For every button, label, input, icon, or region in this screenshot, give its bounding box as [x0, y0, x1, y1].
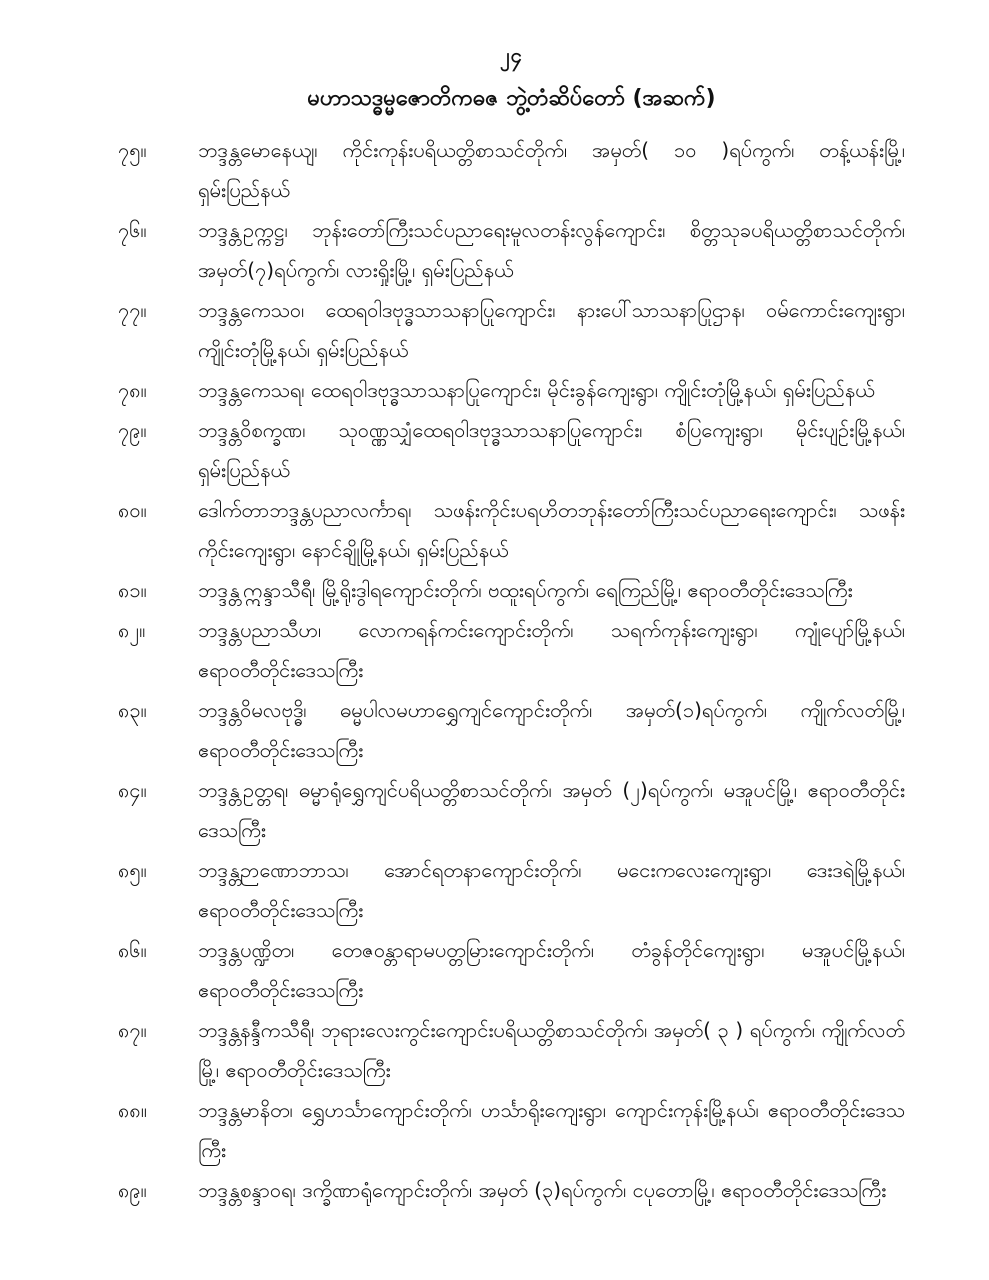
item-number: ၈၈။ — [118, 1098, 147, 1122]
page-title: မဟာသဒ္ဓမ္မဇောတိကဓဇ ဘွဲ့တံဆိပ်တော် (အဆက်) — [307, 86, 716, 111]
item-number: ၈၆။ — [118, 938, 147, 962]
item-text: ဘဒ္ဒန္တစန္ဒာဝရ၊ ဒက္ခိဏာရုံကျောင်းတိုက်၊ အမှတ် (၃)ရပ်ကွက်၊ ငပုတောမြို့၊ ဧရာဝတီတိုင်းဒေသကြီး — [198, 1178, 887, 1202]
item-number: ၇၇။ — [118, 298, 147, 322]
item-text: ဘဒ္ဒန္တဝိမလဗုဒ္ဓိ၊ ဓမ္မပါလမဟာရွှေကျင်ကျောင်းတိုက်၊ အမှတ်(၁)ရပ်ကွက်၊ ကျိုက်လတ်မြို့၊ ဧရာဝတီတိုင်းဒေသကြီး — [198, 698, 905, 762]
item-text: ဘဒ္ဒန္တဥက္ကဋ္ဌ၊ ဘုန်းတော်ကြီးသင်ပညာရေးမူလတန်းလွန်ကျောင်း၊ စိတ္တသုခပရိယတ္တိစာသင်တိုက်၊ အမှတ်(၇)ရပ်ကွက်၊ လားရှိုးမြို့၊ ရှမ်းပြည်နယ် — [198, 218, 905, 282]
item-text: ဒေါက်တာဘဒ္ဒန္တပညာလင်္ကာရ၊ သဖန်းကိုင်းပရဟိတဘုန်းတော်ကြီးသင်ပညာရေးကျောင်း၊ သဖန်းကိုင်းကျေးရွာ၊ နောင်ချိုမြို့နယ်၊ ရှမ်းပြည်နယ် — [198, 498, 905, 562]
item-number: ၇၉။ — [118, 418, 147, 442]
item-number: ၇၈။ — [118, 378, 147, 402]
item-text: ဘဒ္ဒန္တဥတ္တရ၊ ဓမ္မာရုံရွှေကျင်ပရိယတ္တိစာသင်တိုက်၊ အမှတ် (၂)ရပ်ကွက်၊ မအူပင်မြို့၊ ဧရာဝတီတိုင်းဒေသကြီး — [198, 778, 905, 842]
item-number: ၇၆။ — [118, 218, 147, 242]
item-text: ဘဒ္ဒန္တကေသရ၊ ထေရဝါဒဗုဒ္ဓသာသနာပြုကျောင်း၊ မိုင်းခွန်ကျေးရွာ၊ ကျိုင်းတုံမြို့နယ်၊ ရှမ်းပြည်နယ် — [198, 378, 875, 402]
list-item — [118, 1170, 905, 1210]
item-number: ၈၄။ — [118, 778, 147, 802]
list-item — [118, 130, 905, 210]
item-number: ၈၁။ — [118, 578, 147, 602]
item-number: ၈၃။ — [118, 698, 147, 722]
list-item — [118, 850, 905, 930]
list-item — [118, 930, 905, 1010]
item-text: ဘဒ္ဒန္တဉာဏောဘာသ၊ အောင်ရတနာကျောင်းတိုက်၊ မငေးကလေးကျေးရွာ၊ ဒေးဒရဲမြို့နယ်၊ ဧရာဝတီတိုင်းဒေသကြီး — [198, 858, 905, 922]
item-text: ဘဒ္ဒန္တကေသဝ၊ ထေရဝါဒဗုဒ္ဓသာသနာပြုကျောင်း၊ နားပေါ်သာသနာပြုဌာန၊ ဝမ်ကောင်းကျေးရွာ၊ ကျိုင်းတုံမြို့နယ်၊ ရှမ်းပြည်နယ် — [198, 298, 905, 362]
list-item — [118, 690, 905, 770]
item-number: ၈၉။ — [118, 1178, 147, 1202]
list-item — [118, 410, 905, 490]
item-text: ဘဒ္ဒန္တဝိစက္ခဏ၊ သုဝဏ္ဏသျှံထေရဝါဒဗုဒ္ဓသာသနာပြုကျောင်း၊ စံပြကျေးရွာ၊ မိုင်းပျဉ်းမြို့နယ်၊ ရှမ်းပြည်နယ် — [198, 418, 905, 482]
list-item — [118, 570, 905, 610]
list-item — [118, 490, 905, 570]
item-number: ၈၂။ — [118, 618, 146, 642]
list-item — [118, 1090, 905, 1170]
item-number: ၈၇။ — [118, 1018, 147, 1042]
item-text: ဘဒ္ဒန္တနန္ဒီကသီရီ၊ ဘုရားလေးကွင်းကျောင်းပရိယတ္တိစာသင်တိုက်၊ အမှတ်( ၃ ) ရပ်ကွက်၊ ကျိုက်လတ်မြို့၊ ဧရာဝတီတိုင်းဒေသကြီး — [198, 1018, 905, 1082]
list-item — [118, 1010, 905, 1090]
item-text: ဘဒ္ဒန္တပဏ္ဍိတ၊ တေဇဝန္တာရာမပတ္တမြားကျောင်းတိုက်၊ တံခွန်တိုင်ကျေးရွာ၊ မအူပင်မြို့နယ်၊ ဧရာဝတီတိုင်းဒေသကြီး — [198, 938, 905, 1002]
page-number: ၂၄ — [499, 43, 524, 67]
list-item — [118, 290, 905, 370]
award-list — [118, 130, 905, 1210]
item-number: ၇၅။ — [118, 138, 147, 162]
list-item — [118, 210, 905, 290]
item-text: ဘဒ္ဒန္တဣန္ဒာသီရီ၊ မြို့ရိုးဒွါရကျောင်းတိုက်၊ ဗထူးရပ်ကွက်၊ ရေကြည်မြို့၊ ဧရာဝတီတိုင်းဒေသကြီး — [198, 578, 853, 602]
list-item — [118, 370, 905, 410]
item-text: ဘဒ္ဒန္တမာနိတ၊ ရွှေဟင်္သာကျောင်းတိုက်၊ ဟင်္သာရိုးကျေးရွာ၊ ကျောင်းကုန်းမြို့နယ်၊ ဧရာဝတီတိုင်းဒေသကြီး — [198, 1098, 905, 1162]
list-item — [118, 610, 905, 690]
item-number: ၈၀။ — [118, 498, 147, 522]
item-number: ၈၅။ — [118, 858, 147, 882]
item-text: ဘဒ္ဒန္တမောနေယျ၊ ကိုင်းကုန်းပရိယတ္တိစာသင်တိုက်၊ အမှတ်( ၁၀ )ရပ်ကွက်၊ တန့်ယန်းမြို့၊ ရှမ်းပြည်နယ် — [198, 138, 905, 202]
list-item — [118, 770, 905, 850]
item-text: ဘဒ္ဒန္တပညာသီဟ၊ လောကရန်ကင်းကျောင်းတိုက်၊ သရက်ကုန်းကျေးရွာ၊ ကျုံပျော်မြို့နယ်၊ ဧရာဝတီတိုင်းဒေသကြီး — [198, 618, 905, 682]
